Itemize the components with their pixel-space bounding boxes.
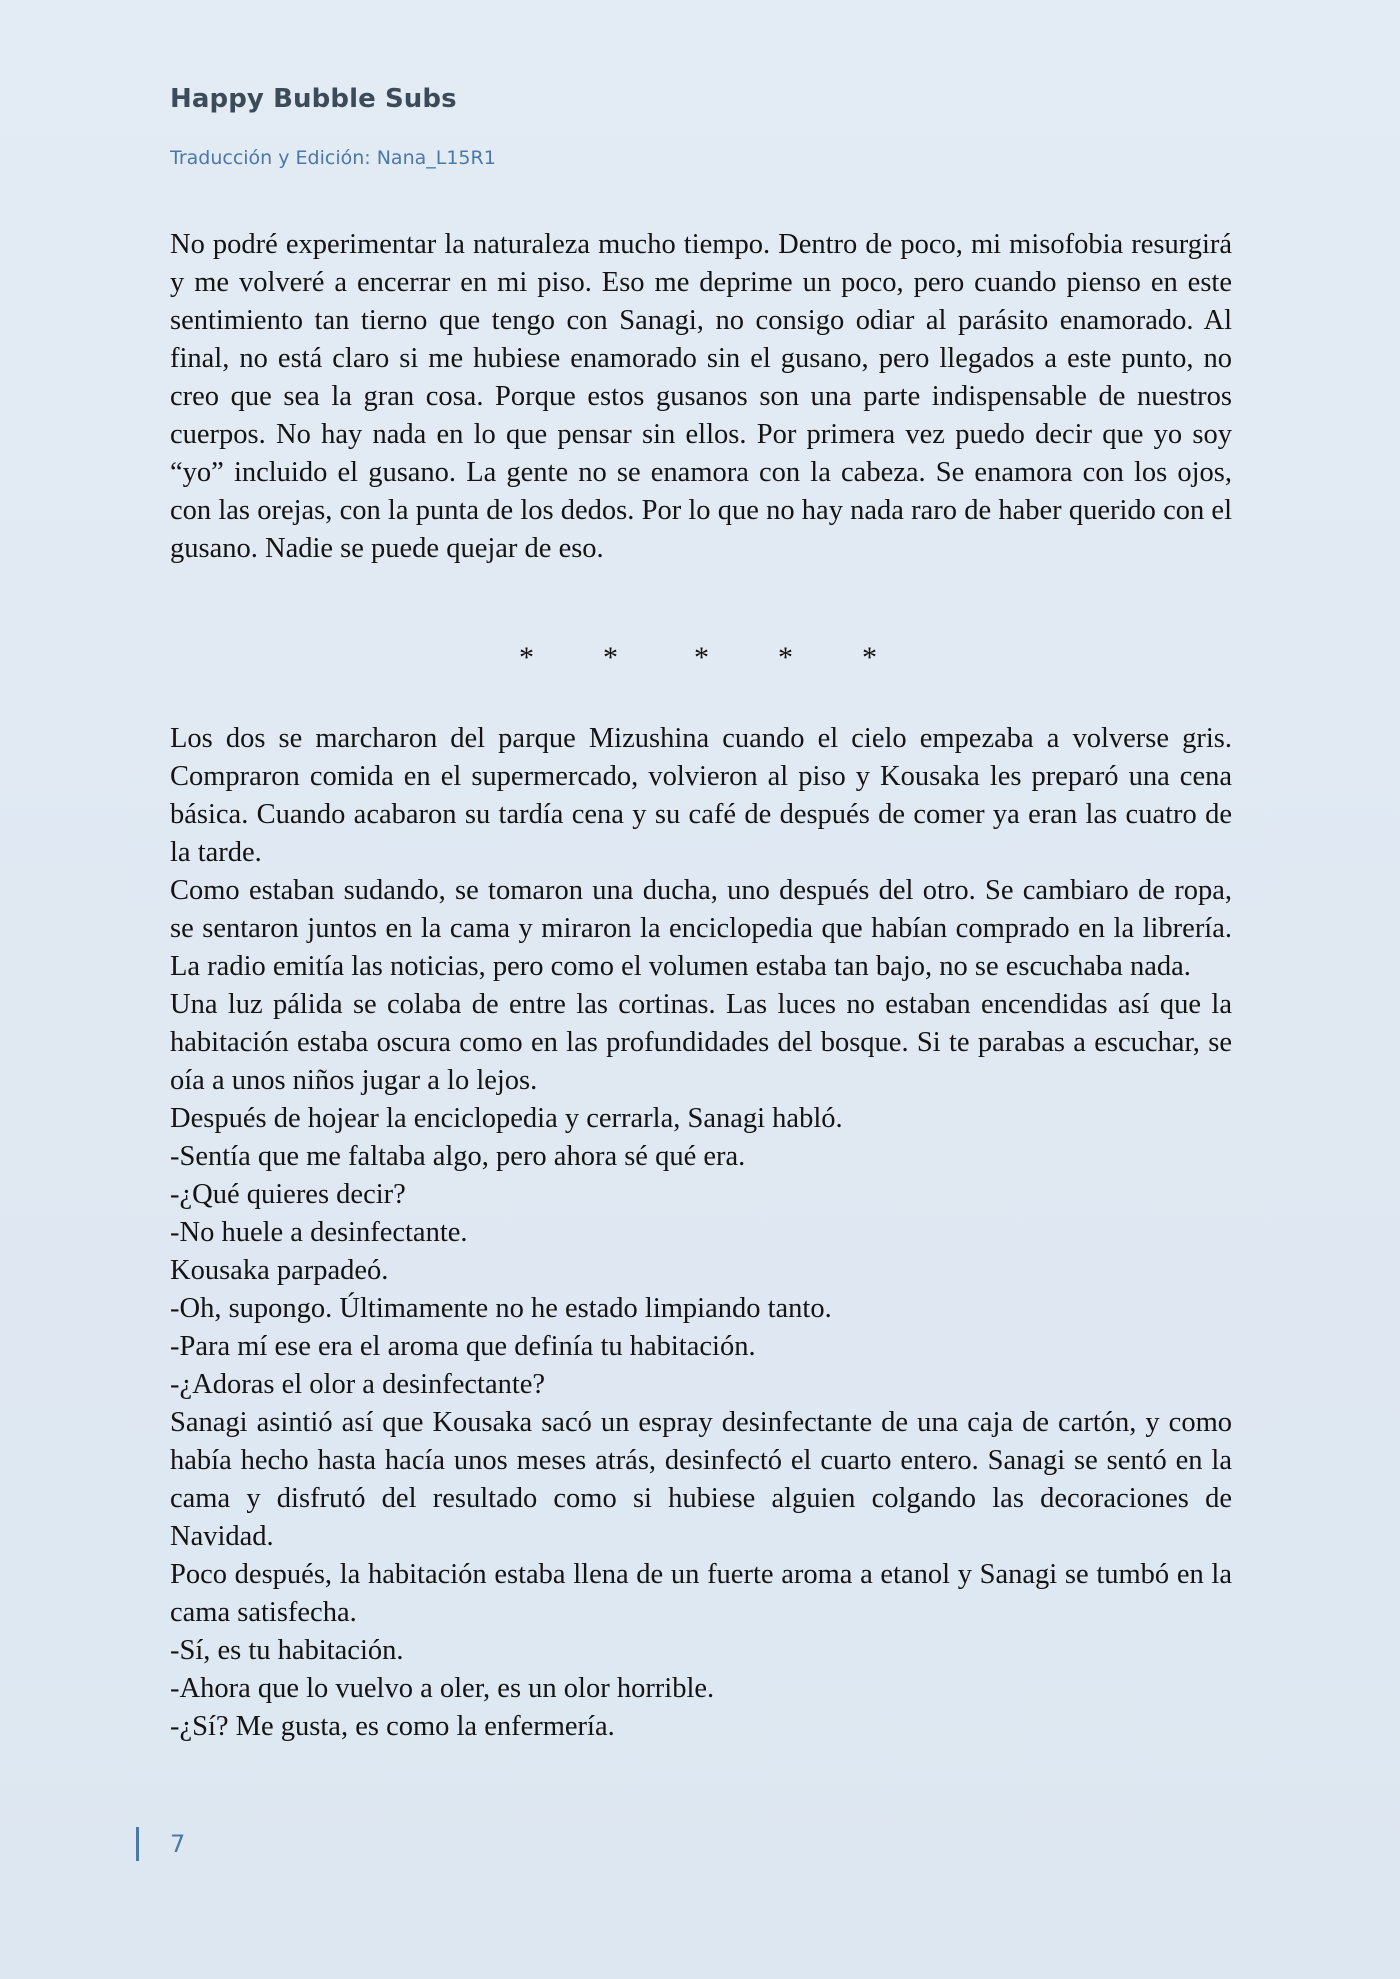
story-paragraph: Sanagi asintió así que Kousaka sacó un espray desinfectante de una caja de cartón, y como había hecho hasta hacía unos meses atrás, desinfectó el cuarto entero. Sanagi se sentó en la cama y disfrutó del resultado como si hubiese alguien colgando las decoraciones de Navidad. bbox=[170, 1407, 1232, 1552]
dialogue-line: -¿Qué quieres decir? bbox=[170, 1179, 406, 1210]
story-section bbox=[170, 720, 1232, 1746]
separator-asterisk: * bbox=[862, 641, 877, 674]
story-paragraph: Como estaban sudando, se tomaron una ducha, uno después del otro. Se cambiaro de ropa, se sentaron juntos en la cama y miraron la enciclopedia que habían comprado en la librería. La radio emitía las noticias, pero como el volumen estaba tan bajo, no se escuchaba nada. bbox=[170, 875, 1232, 982]
separator-asterisk: * bbox=[519, 641, 534, 674]
separator-asterisk: * bbox=[603, 641, 618, 674]
story-paragraph: Una luz pálida se colaba de entre las cortinas. Las luces no estaban encendidas así que la habitación estaba oscura como en las profundidades del bosque. Si te parabas a escuchar, se oía a unos niños jugar a lo lejos. bbox=[170, 989, 1232, 1096]
story-paragraph: Los dos se marcharon del parque Mizushina cuando el cielo empezaba a volverse gris. Compraron comida en el supermercado, volvieron al piso y Kousaka les preparó una cena básica. Cuando acabaron su tardía cena y su café de después de comer ya eran las cuatro de la tarde. bbox=[170, 723, 1232, 868]
dialogue-line: -Sí, es tu habitación. bbox=[170, 1635, 404, 1666]
dialogue-line: -Ahora que lo vuelvo a oler, es un olor horrible. bbox=[170, 1673, 715, 1704]
story-line: Kousaka parpadeó. bbox=[170, 1255, 389, 1286]
header-subtitle: Traducción y Edición: Nana_L15R1 bbox=[170, 147, 496, 169]
separator-asterisk: * bbox=[694, 641, 709, 674]
header-title: Happy Bubble Subs bbox=[170, 84, 457, 114]
dialogue-line: -Oh, supongo. Últimamente no he estado limpiando tanto. bbox=[170, 1293, 832, 1324]
separator-asterisk: * bbox=[778, 641, 793, 674]
story-line: Después de hojear la enciclopedia y cerrarla, Sanagi habló. bbox=[170, 1103, 843, 1134]
paragraph-1 bbox=[170, 226, 1232, 568]
dialogue-line: -¿Adoras el olor a desinfectante? bbox=[170, 1369, 546, 1400]
dialogue-line: -Sentía que me faltaba algo, pero ahora sé qué era. bbox=[170, 1141, 746, 1172]
story-paragraph: Poco después, la habitación estaba llena de un fuerte aroma a etanol y Sanagi se tumbó en la cama satisfecha. bbox=[170, 1559, 1232, 1628]
footer-accent-bar bbox=[136, 1827, 139, 1861]
section-separator bbox=[0, 641, 1400, 681]
page-number: 7 bbox=[170, 1830, 186, 1858]
paragraph-text: No podré experimentar la naturaleza mucho tiempo. Dentro de poco, mi misofobia resurgirá y me volveré a encerrar en mi piso. Eso me deprime un poco, pero cuando pienso en este sentimiento tan tierno que tengo con Sanagi, no consigo odiar al parásito enamorado. Al final, no está claro si me hubiese enamorado sin el gusano, pero llegados a este punto, no creo que sea la gran cosa. Porque estos gusanos son una parte indispensable de nuestros cuerpos. No hay nada en lo que pensar sin ellos. Por primera vez puedo decir que yo soy “yo” incluido el gusano. La gente no se enamora con la cabeza. Se enamora con los ojos, con las orejas, con la punta de los dedos. Por lo que no hay nada raro de haber querido con el gusano. Nadie se puede quejar de eso. bbox=[170, 229, 1232, 564]
dialogue-line: -¿Sí? Me gusta, es como la enfermería. bbox=[170, 1711, 615, 1742]
dialogue-line: -No huele a desinfectante. bbox=[170, 1217, 468, 1248]
dialogue-line: -Para mí ese era el aroma que definía tu habitación. bbox=[170, 1331, 756, 1362]
